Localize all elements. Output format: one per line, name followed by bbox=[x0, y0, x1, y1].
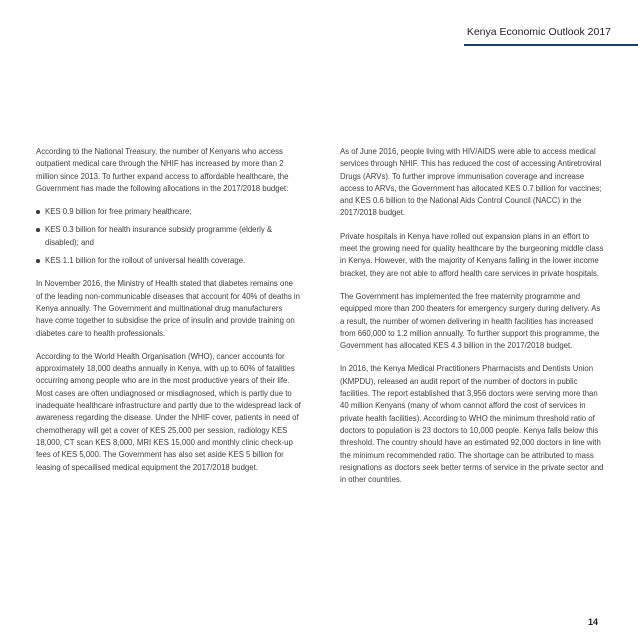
left-paragraph-cancer: According to the World Health Organisation (WHO), cancer accounts for approximately 18,000 deaths annually in Kenya, with up to 60% of fatalities occurring among people who are in the most productive years of their life. Most cases are often undiagnosed or misdiagnosed, which is partly due to inadequate healthcare infrastructure and partly due to the widespread lack of awareness regarding the disease. Under the NHIF cover, patients in need of chemotherapy will get a cover of KES 25,000 per session, radiology KES 18,000, CT scan KES 8,000, MRI KES 15,000 and monthly clinic check-up fees of KES 5,000. The Government has also set aside KES 5 billion for leasing of specailised medical equipment the 2017/2018 budget. bbox=[36, 351, 301, 472]
right-paragraph-doctors: In 2016, the Kenya Medical Practitioners Pharmacists and Dentists Union (KMPDU), released an audit report of the number of doctors in public facilities. The report established that 3,956 doctors were serving more than 40 million Kenyans (many of whom cannot afford the cost of services in private health facilities). According to WHO the minimum threshold ratio of doctors to population is 23 doctors to 10,000 people. Kenya falls below this threshold. The country should have an estimated 92,000 doctors in line with the minimum recommended ratio. The shortage can be attributed to mass resignations as doctors seek better terms of service in the private sector and in other countries. bbox=[340, 364, 604, 485]
right-paragraph-private-hospitals: Private hospitals in Kenya have rolled out expansion plans in an effort to meet the growing need for quality healthcare by the burgeoning middle class in Kenya. However, with the majority of Kenyans falling in the lower income bracket, they are not able to afford health care services in private hospitals. bbox=[340, 231, 604, 278]
list-item: KES 0.9 billion for free primary healthcare; bbox=[36, 206, 301, 218]
left-paragraph-diabetes: In November 2016, the Ministry of Health stated that diabetes remains one of the leading non-communicable diseases that account for 40% of deaths in Kenya annually. The Government and multinational drug manufacturers have come together to subsidise the price of insulin and provide training on diabetes care to health professionals. bbox=[36, 279, 300, 338]
header-rule bbox=[464, 44, 638, 46]
document-header-title: Kenya Economic Outlook 2017 bbox=[466, 26, 611, 38]
budget-allocations-list bbox=[36, 206, 301, 267]
left-column bbox=[36, 146, 301, 485]
right-paragraph-hiv: As of June 2016, people living with HIV/AIDS were able to access medical services through NHIF. This has reduced the cost of accessing Antiretroviral Drugs (ARVs). To further improve immunisation coverage and increase access to ARVs, the Government has allocated KES 0.7 billion for vaccines; and KES 0.6 billion to the National Aids Control Council (NACC) in the 2017/2018 budget. bbox=[340, 147, 602, 218]
right-paragraph-maternity: The Government has implemented the free maternity programme and equipped more than 200 theaters for emergency surgery during delivery. As a result, the number of women delivering in health facilities has increased from 660,000 to 1.2 million annually. To further support this programme, the Government has allocated KES 4.3 billion in the 2017/2018 budget. bbox=[340, 291, 601, 351]
right-column bbox=[340, 146, 605, 497]
left-paragraph-intro: According to the National Treasury, the number of Kenyans who access outpatient medical care through the NHIF has increased by more than 2 million since 2013. To further expand access to affordable healthcare, the Government has made the following allocations in the 2017/2018 budget: bbox=[36, 147, 289, 193]
page-number: 14 bbox=[587, 617, 598, 627]
list-item: KES 1.1 billion for the rollout of universal health coverage. bbox=[36, 255, 301, 267]
list-item: KES 0.3 billion for health insurance subsidy programme (elderly & disabled); and bbox=[36, 224, 301, 249]
